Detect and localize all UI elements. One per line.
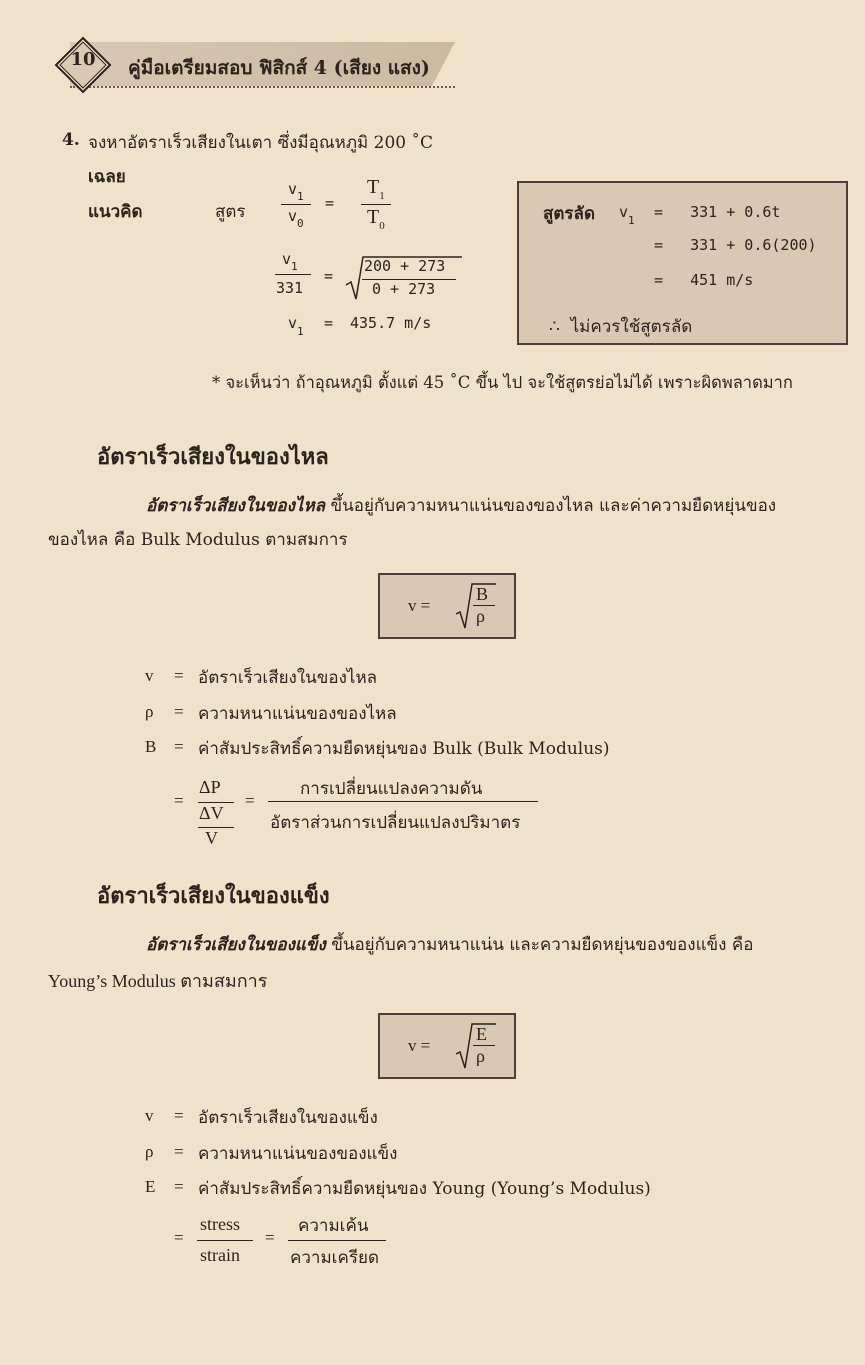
solid-equation-box — [378, 1013, 516, 1079]
formula-v1: $v_1$ — [288, 180, 304, 203]
liquid-intro: อัตราเร็วเสียงในของไหล ขึ้นอยู่กับความหนาแน่นของของไหล และค่าความยืดหยุ่นของ — [146, 496, 777, 516]
liquid-def-symbol: ρ — [145, 702, 154, 721]
liquid-equation-box — [378, 573, 516, 639]
method-label: แนวคิด — [88, 202, 143, 222]
solid-def-text: ค่าสัมประสิทธิ์ความยืดหยุ่นของ Young (Young’s Modulus) — [198, 1179, 651, 1199]
equals-sign: = — [174, 737, 184, 756]
shortcut-conclusion: ∴ ไม่ควรใช้สูตรลัด — [549, 317, 693, 337]
young-modulus-formula — [172, 1212, 412, 1272]
formula-t0: $T_0$ — [367, 206, 385, 232]
page-number: 10 — [70, 49, 96, 70]
young-word-numerator: ความเค้น — [298, 1216, 369, 1236]
warning-note: * จะเห็นว่า ถ้าอุณหภูมิ ตั้งแต่ 45 ˚C ขึ้น ไป จะใช้สูตรย่อไม่ได้ เพราะผิดพลาดมาก — [212, 373, 793, 392]
solid-def-text: ความหนาแน่นของของแข็ง — [198, 1144, 398, 1164]
bulk-delta-v: ΔV — [199, 803, 224, 823]
answer-label: เฉลย — [88, 167, 126, 187]
equals-sign: = — [174, 791, 184, 810]
equals-sign: = — [174, 1228, 184, 1247]
young-word-denominator: ความเครียด — [290, 1248, 379, 1268]
equals-sign: = — [174, 1177, 184, 1196]
bulk-word-numerator: การเปลี่ยนแปลงความดัน — [300, 779, 483, 799]
solid-def-symbol: E — [145, 1177, 156, 1196]
shortcut-label: สูตรลัด — [543, 204, 596, 224]
shortcut-line-1: = 331 + 0.6t — [654, 203, 781, 221]
problem-number: 4. — [62, 130, 80, 150]
fraction-bar — [281, 204, 311, 205]
section-heading-liquid: อัตราเร็วเสียงในของไหล — [97, 444, 329, 470]
equals-sign: = — [174, 1142, 184, 1161]
shortcut-line-2: = 331 + 0.6(200) — [654, 236, 817, 254]
fraction-bar — [288, 1240, 386, 1241]
young-stress: stress — [200, 1214, 240, 1234]
fraction-bar — [268, 801, 538, 802]
equals-sign: = — [265, 1228, 275, 1247]
fraction-bar — [197, 1240, 253, 1241]
liquid-eq-den: ρ — [476, 606, 485, 626]
bulk-v: V — [205, 828, 218, 848]
shortcut-var: $v_1$ — [619, 203, 635, 227]
shortcut-box — [517, 181, 848, 345]
formula-label: สูตร — [215, 202, 246, 222]
formula-t1: $T_1$ — [367, 176, 385, 202]
equals-sign: = — [324, 267, 334, 285]
liquid-def-text: ความหนาแน่นของของไหล — [198, 704, 397, 724]
shortcut-line-3: = 451 m/s — [654, 271, 754, 289]
equals-sign: = — [174, 1106, 184, 1125]
liquid-def-text: ค่าสัมประสิทธิ์ความยืดหยุ่นของ Bulk (Bulk Modulus) — [198, 739, 610, 759]
liquid-def-symbol: v — [145, 666, 154, 685]
solid-intro-line2: Young’s Modulus ตามสมการ — [48, 971, 268, 991]
equals-sign: = — [245, 791, 255, 810]
result-value: 435.7 m/s — [350, 314, 432, 332]
solid-def-symbol: ρ — [145, 1142, 154, 1161]
liquid-eq-num: B — [476, 584, 489, 604]
section-heading-solid: อัตราเร็วเสียงในของแข็ง — [97, 883, 330, 909]
liquid-def-text: อัตราเร็วเสียงในของไหล — [198, 668, 378, 688]
result-var: $v_1$ — [288, 314, 304, 338]
equals-sign: = — [174, 666, 184, 685]
solid-eq-lhs: v = — [408, 1036, 431, 1055]
equals-sign: = — [324, 314, 334, 332]
formula-v0: $v_0$ — [288, 207, 304, 230]
equals-sign: = — [325, 194, 335, 212]
radicand-denominator: 0 + 273 — [372, 280, 436, 298]
bulk-delta-p: ΔP — [199, 777, 221, 797]
solid-eq-num: E — [476, 1024, 487, 1044]
header-divider — [70, 86, 455, 88]
step-v1: $v_1$ — [282, 250, 298, 273]
solid-def-text: อัตราเร็วเสียงในของแข็ง — [198, 1108, 378, 1128]
radicand-numerator: 200 + 273 — [364, 257, 446, 275]
solid-def-symbol: v — [145, 1106, 154, 1125]
liquid-intro-line2: ของไหล คือ Bulk Modulus ตามสมการ — [48, 530, 348, 550]
bulk-word-denominator: อัตราส่วนการเปลี่ยนแปลงปริมาตร — [270, 813, 521, 833]
step-331: 331 — [276, 279, 304, 297]
problem-question: จงหาอัตราเร็วเสียงในเตา ซึ่งมีอุณหภูมิ 200 ˚C — [88, 133, 434, 153]
fraction-bar — [275, 274, 311, 275]
running-header-title: คู่มือเตรียมสอบ ฟิสิกส์ 4 (เสียง แสง) — [128, 57, 430, 79]
young-strain: strain — [200, 1245, 240, 1265]
solid-eq-den: ρ — [476, 1046, 485, 1066]
substitution-formula — [272, 250, 472, 305]
liquid-def-symbol: B — [145, 737, 157, 756]
ratio-formula — [275, 176, 395, 240]
equals-sign: = — [174, 702, 184, 721]
bulk-modulus-formula — [172, 775, 552, 855]
solid-intro: อัตราเร็วเสียงในของแข็ง ขึ้นอยู่กับความหนาแน่น และความยืดหยุ่นของของแข็ง คือ — [146, 935, 754, 955]
liquid-eq-lhs: v = — [408, 596, 431, 615]
fraction-bar — [361, 204, 391, 205]
